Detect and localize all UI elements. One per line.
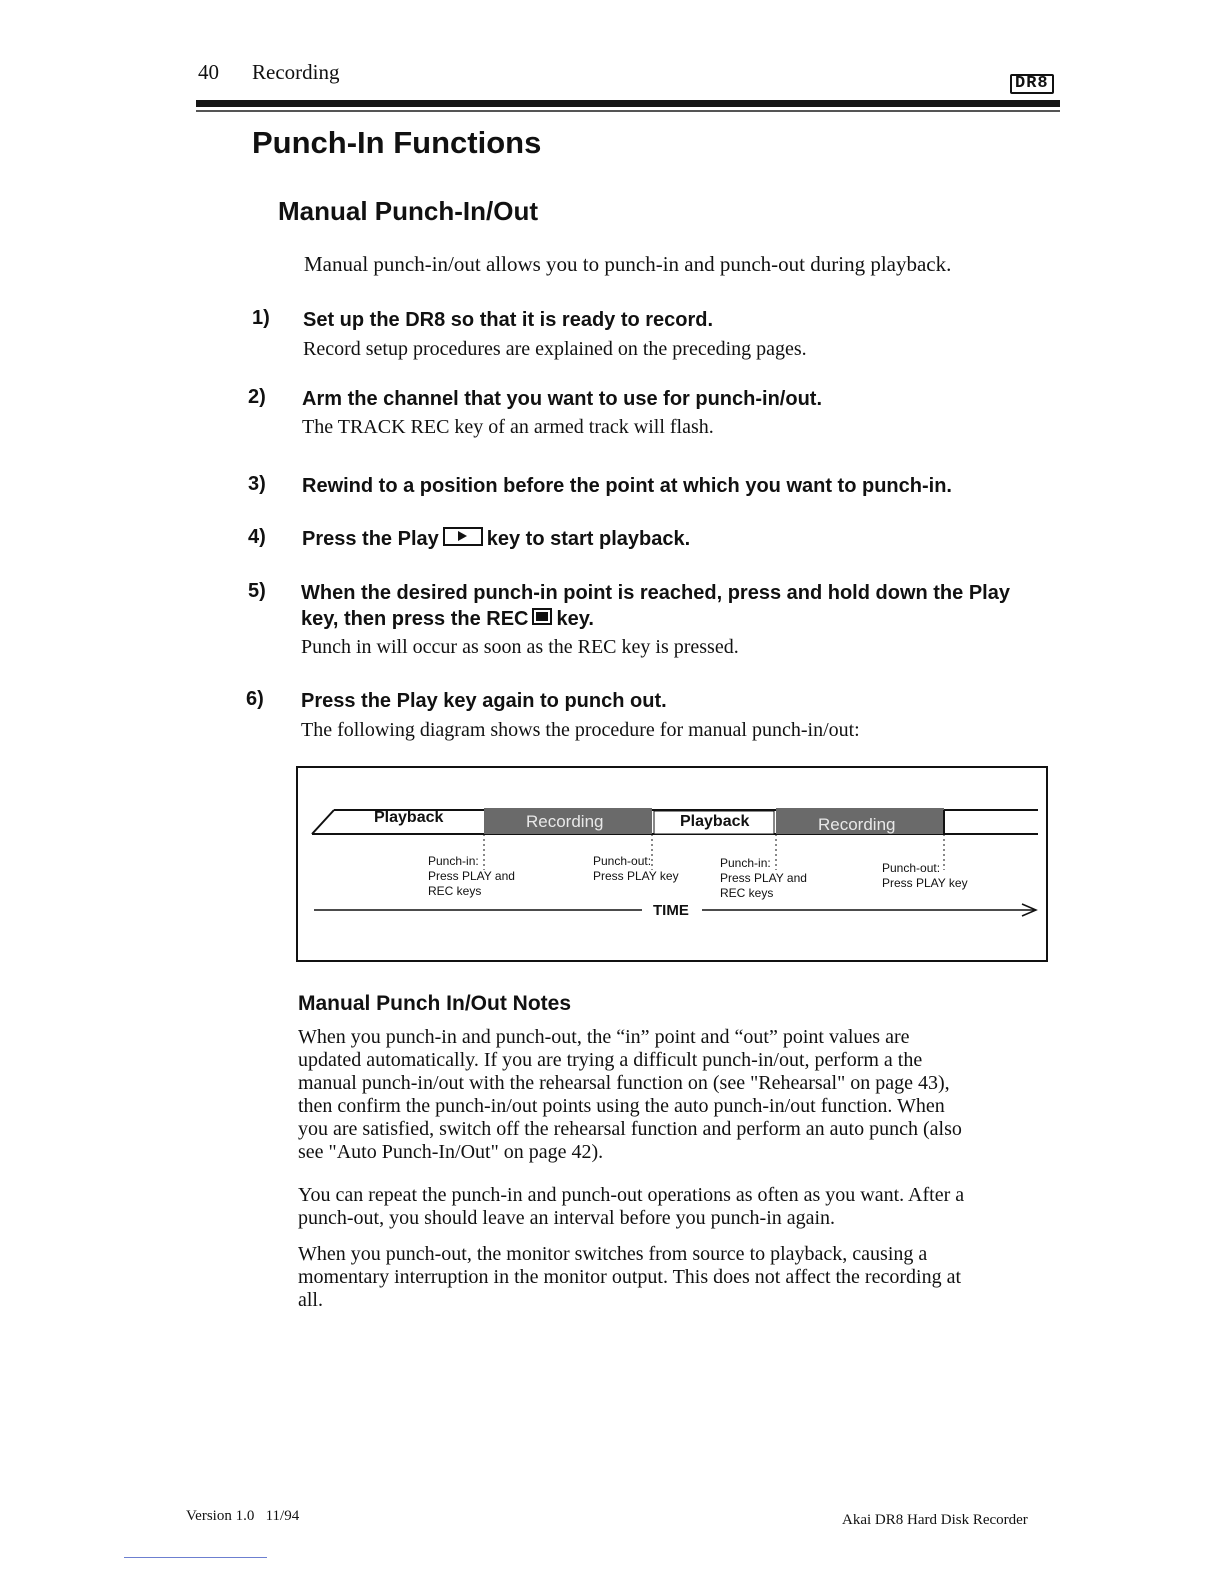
segment-label-recording-2: Recording [818,815,896,834]
bottom-edge-line [124,1557,267,1558]
punch-diagram [296,766,1048,962]
step-2-note: The TRACK REC key of an armed track will flash. [302,416,714,438]
step-1-number: 1) [252,307,270,329]
step-5-title-line2-after: key. [556,608,594,630]
footer-version: Version 1.0 11/94 [186,1508,300,1524]
step-4-title-before: Press the Play [302,528,439,550]
step-6-note: The following diagram shows the procedure for manual punch-in/out: [301,719,860,741]
p1-line-4: then confirm the punch-in/out points using the auto punch-in/out function. When [298,1095,945,1117]
p1-line-6: see "Auto Punch-In/Out" on page 42). [298,1141,604,1163]
marker-2-line2: Press PLAY key [593,869,679,883]
page-number: 40 [198,60,219,84]
marker-4-line2: Press PLAY key [882,876,968,890]
p2-line-1: You can repeat the punch-in and punch-out operations as often as you want. After a [298,1184,965,1206]
step-4-number: 4) [248,526,266,548]
marker-1-line2: Press PLAY and [428,869,515,883]
marker-3-line2: Press PLAY and [720,871,807,885]
notes-paragraph-3 [298,1243,1046,1312]
rec-key-icon [532,608,552,625]
header-rule-shadow [196,110,1060,112]
footer-product: Akai DR8 Hard Disk Recorder [842,1512,1028,1528]
p3-line-1: When you punch-out, the monitor switches from source to playback, causing a [298,1243,928,1265]
p1-line-3: manual punch-in/out with the rehearsal function on (see "Rehearsal" on page 43), [298,1072,950,1094]
step-3-title: Rewind to a position before the point at which you want to punch-in. [302,475,952,497]
step-4-title-after: key to start playback. [486,528,691,550]
segment-label-playback-2: Playback [680,813,750,830]
segment-label-recording-1: Recording [526,812,604,831]
intro-paragraph: Manual punch-in/out allows you to punch-in and punch-out during playback. [304,252,952,276]
section-title: Manual Punch-In/Out [278,196,538,226]
header-rule [196,100,1060,107]
step-4-title [302,526,690,553]
play-key-icon [443,527,483,546]
p1-line-5: you are satisfied, switch off the rehearsal function and perform an auto punch (also [298,1118,962,1140]
marker-4-text [882,861,968,891]
step-5-title-line2-before: key, then press the REC [301,608,529,630]
segment-label-playback-1: Playback [374,809,444,826]
marker-2-text [593,854,679,884]
step-1-title: Set up the DR8 so that it is ready to record. [303,309,714,331]
marker-3-text [720,856,807,901]
dr8-logo: DR8 [1010,74,1054,94]
marker-1-line1: Punch-in: [428,854,479,868]
marker-4-line1: Punch-out: [882,861,941,875]
marker-1-line3: REC keys [428,884,482,898]
step-2-title: Arm the channel that you want to use for punch-in/out. [302,388,822,410]
notes-paragraph-2 [298,1184,1046,1230]
p1-line-1: When you punch-in and punch-out, the “in” point and “out” point values are [298,1026,910,1048]
step-2-number: 2) [248,386,266,408]
marker-3-line1: Punch-in: [720,856,771,870]
step-5-note: Punch in will occur as soon as the REC key is pressed. [301,636,739,658]
step-6-title: Press the Play key again to punch out. [301,690,667,712]
marker-3-line3: REC keys [720,886,774,900]
notes-paragraph-1 [298,1026,1046,1164]
page-title: Punch-In Functions [252,125,542,160]
marker-1-text [428,854,515,899]
marker-2-line1: Punch-out: [593,854,652,868]
notes-heading: Manual Punch In/Out Notes [298,992,572,1015]
step-5-title-line1: When the desired punch-in point is reached, press and hold down the Play [301,582,1010,604]
step-5-title-line2 [301,606,594,633]
p2-line-2: punch-out, you should leave an interval before you punch-in again. [298,1207,836,1229]
step-6-number: 6) [246,688,264,710]
step-5-number: 5) [248,580,266,602]
p1-line-2: updated automatically. If you are trying a difficult punch-in/out, perform a the [298,1049,923,1071]
step-3-number: 3) [248,473,266,495]
bar-start-slant [312,810,334,834]
p3-line-3: all. [298,1289,323,1311]
running-head: Recording [252,60,340,84]
time-axis-label: TIME [653,902,689,919]
step-1-note: Record setup procedures are explained on the preceding pages. [303,338,807,360]
p3-line-2: momentary interruption in the monitor output. This does not affect the recording at [298,1266,961,1288]
